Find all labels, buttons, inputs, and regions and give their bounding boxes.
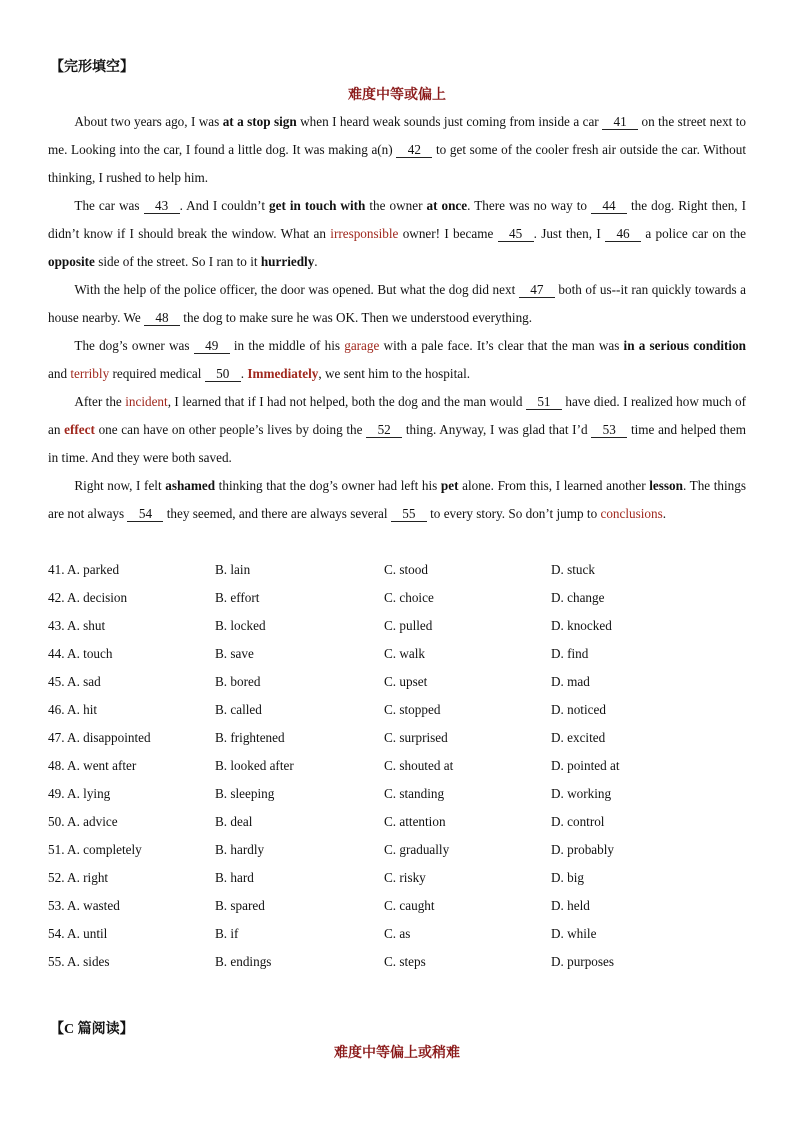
option-b: B. hardly	[215, 842, 265, 857]
option-c: C. risky	[384, 870, 426, 885]
option-row	[48, 556, 746, 584]
option-b: B. deal	[215, 814, 253, 829]
option-c: C. shouted at	[384, 758, 454, 773]
option-d: D. big	[551, 870, 584, 885]
highlight-bold-word: Immediately	[247, 366, 319, 381]
difficulty-label-cloze: 难度中等或偏上	[348, 88, 446, 103]
option-row	[48, 836, 746, 864]
option-d: D. excited	[551, 730, 606, 745]
option-c: C. upset	[384, 674, 428, 689]
option-a: 46. A. hit	[48, 702, 98, 717]
paragraph-6: Right now, I felt ashamed thinking that the dog’s owner had left his pet alone. From this, I learned another lesson. The things are not always 54 they seemed, and there are always several 55 to every story. So don’t jump to conclusions.	[48, 478, 746, 521]
option-a: 48. A. went after	[48, 758, 137, 773]
option-c: C. walk	[384, 646, 426, 661]
blank-53: 53	[591, 422, 627, 438]
option-b: B. hard	[215, 870, 254, 885]
highlight-word: terribly	[70, 366, 110, 381]
blank-45: 45	[498, 226, 534, 242]
option-c: C. attention	[384, 814, 446, 829]
option-row	[48, 612, 746, 640]
option-a: 54. A. until	[48, 926, 108, 941]
option-a: 41. A. parked	[48, 562, 120, 577]
option-a: 52. A. right	[48, 870, 109, 885]
option-row	[48, 696, 746, 724]
blank-55: 55	[391, 506, 427, 522]
blank-51: 51	[526, 394, 562, 410]
blank-44: 44	[591, 198, 627, 214]
option-row	[48, 752, 746, 780]
option-b: B. bored	[215, 674, 261, 689]
option-d: D. noticed	[551, 702, 606, 717]
cloze-passage	[48, 108, 746, 528]
option-c: C. stopped	[384, 702, 441, 717]
option-d: D. stuck	[551, 562, 595, 577]
option-c: C. steps	[384, 954, 426, 969]
option-a: 51. A. completely	[48, 842, 142, 857]
option-row	[48, 584, 746, 612]
paragraph-3: With the help of the police officer, the door was opened. But what the dog did next 47 both of us--it ran quickly towards a house nearby. We 48 the dog to make sure he was OK. Then we understood everything.	[48, 282, 746, 325]
option-b: B. if	[215, 926, 239, 941]
option-c: C. as	[384, 926, 411, 941]
option-b: B. spared	[215, 898, 265, 913]
option-a: 44. A. touch	[48, 646, 113, 661]
option-d: D. while	[551, 926, 597, 941]
option-b: B. endings	[215, 954, 272, 969]
option-b: B. lain	[215, 562, 251, 577]
difficulty-label-reading-c: 难度中等偏上或稍难	[334, 1046, 460, 1061]
option-d: D. knocked	[551, 618, 612, 633]
section-title-reading-c: 【C 篇阅读】	[50, 1022, 134, 1037]
paragraph-1: About two years ago, I was at a stop sign when I heard weak sounds just coming from inside a car 41 on the street next to me. Looking into the car, I found a little dog. It was making a(n) 42 to get some of the cooler fresh air outside the car. Without thinking, I rushed to help him.	[48, 114, 747, 185]
option-a: 50. A. advice	[48, 814, 118, 829]
option-b: B. frightened	[215, 730, 285, 745]
option-d: D. working	[551, 786, 612, 801]
option-c: C. stood	[384, 562, 428, 577]
option-row	[48, 892, 746, 920]
option-c: C. pulled	[384, 618, 433, 633]
option-c: C. surprised	[384, 730, 448, 745]
option-row	[48, 920, 746, 948]
highlight-word: irresponsible	[330, 226, 399, 241]
option-a: 49. A. lying	[48, 786, 111, 801]
option-b: B. save	[215, 646, 254, 661]
option-a: 53. A. wasted	[48, 898, 120, 913]
option-c: C. caught	[384, 898, 435, 913]
option-row	[48, 948, 746, 976]
option-b: B. effort	[215, 590, 260, 605]
option-a: 42. A. decision	[48, 590, 128, 605]
bold-phrase: at once	[426, 198, 468, 213]
bold-phrase: opposite	[48, 254, 95, 269]
paragraph-4: The dog’s owner was 49 in the middle of his garage with a pale face. It’s clear that the man was in a serious condition and terribly required medical 50 . Immediately, we sent him to the hospital.	[48, 338, 747, 381]
section-title-cloze: 【完形填空】	[50, 60, 134, 75]
option-a: 55. A. sides	[48, 954, 110, 969]
option-d: D. probably	[551, 842, 614, 857]
blank-52: 52	[366, 422, 402, 438]
highlight-word: garage	[344, 338, 380, 353]
blank-43: 43	[144, 198, 180, 214]
highlight-word: incident	[125, 394, 168, 409]
blank-48: 48	[144, 310, 180, 326]
answer-options	[48, 556, 746, 976]
bold-phrase: get in touch with	[269, 198, 366, 213]
option-row	[48, 864, 746, 892]
bold-phrase: ashamed	[165, 478, 216, 493]
highlight-bold-word: effect	[64, 422, 95, 437]
option-row	[48, 724, 746, 752]
option-b: B. locked	[215, 618, 266, 633]
option-row	[48, 780, 746, 808]
bold-phrase: hurriedly	[260, 254, 315, 269]
option-b: B. sleeping	[215, 786, 275, 801]
option-d: D. purposes	[551, 954, 615, 969]
option-row	[48, 668, 746, 696]
bold-phrase: lesson	[649, 478, 683, 493]
option-row	[48, 640, 746, 668]
blank-50: 50	[205, 366, 241, 382]
option-d: D. change	[551, 590, 605, 605]
option-a: 43. A. shut	[48, 618, 106, 633]
option-row	[48, 808, 746, 836]
option-c: C. standing	[384, 786, 445, 801]
paragraph-2: The car was 43 . And I couldn’t get in touch with the owner at once. There was no way to 44 the dog. Right then, I didn’t know if I should break the window. What an irresponsible owner! I became 45 . Just then, I 46 a police car on the opposite side of the street. So I ran to it hurriedly.	[48, 198, 746, 269]
blank-46: 46	[605, 226, 641, 242]
option-d: D. held	[551, 898, 590, 913]
option-b: B. called	[215, 702, 262, 717]
option-c: C. choice	[384, 590, 434, 605]
blank-47: 47	[519, 282, 555, 298]
paragraph-5: After the incident, I learned that if I had not helped, both the dog and the man would 51 have died. I realized how much of an effect one can have on other people’s lives by doing the 52 thing. Anyway, I was glad that I’d 53 time and helped them in time. And they were both saved.	[48, 394, 747, 465]
blank-41: 41	[602, 114, 638, 130]
option-d: D. control	[551, 814, 605, 829]
option-c: C. gradually	[384, 842, 450, 857]
highlight-word: conclusions	[600, 506, 663, 521]
blank-54: 54	[127, 506, 163, 522]
option-d: D. find	[551, 646, 589, 661]
bold-phrase: at a stop sign	[222, 114, 297, 129]
option-a: 47. A. disappointed	[48, 730, 151, 745]
option-a: 45. A. sad	[48, 674, 101, 689]
blank-49: 49	[194, 338, 230, 354]
option-d: D. mad	[551, 674, 590, 689]
bold-phrase: in a serious condition	[623, 338, 747, 353]
option-b: B. looked after	[215, 758, 294, 773]
blank-42: 42	[396, 142, 432, 158]
bold-phrase: pet	[440, 478, 459, 493]
option-d: D. pointed at	[551, 758, 620, 773]
